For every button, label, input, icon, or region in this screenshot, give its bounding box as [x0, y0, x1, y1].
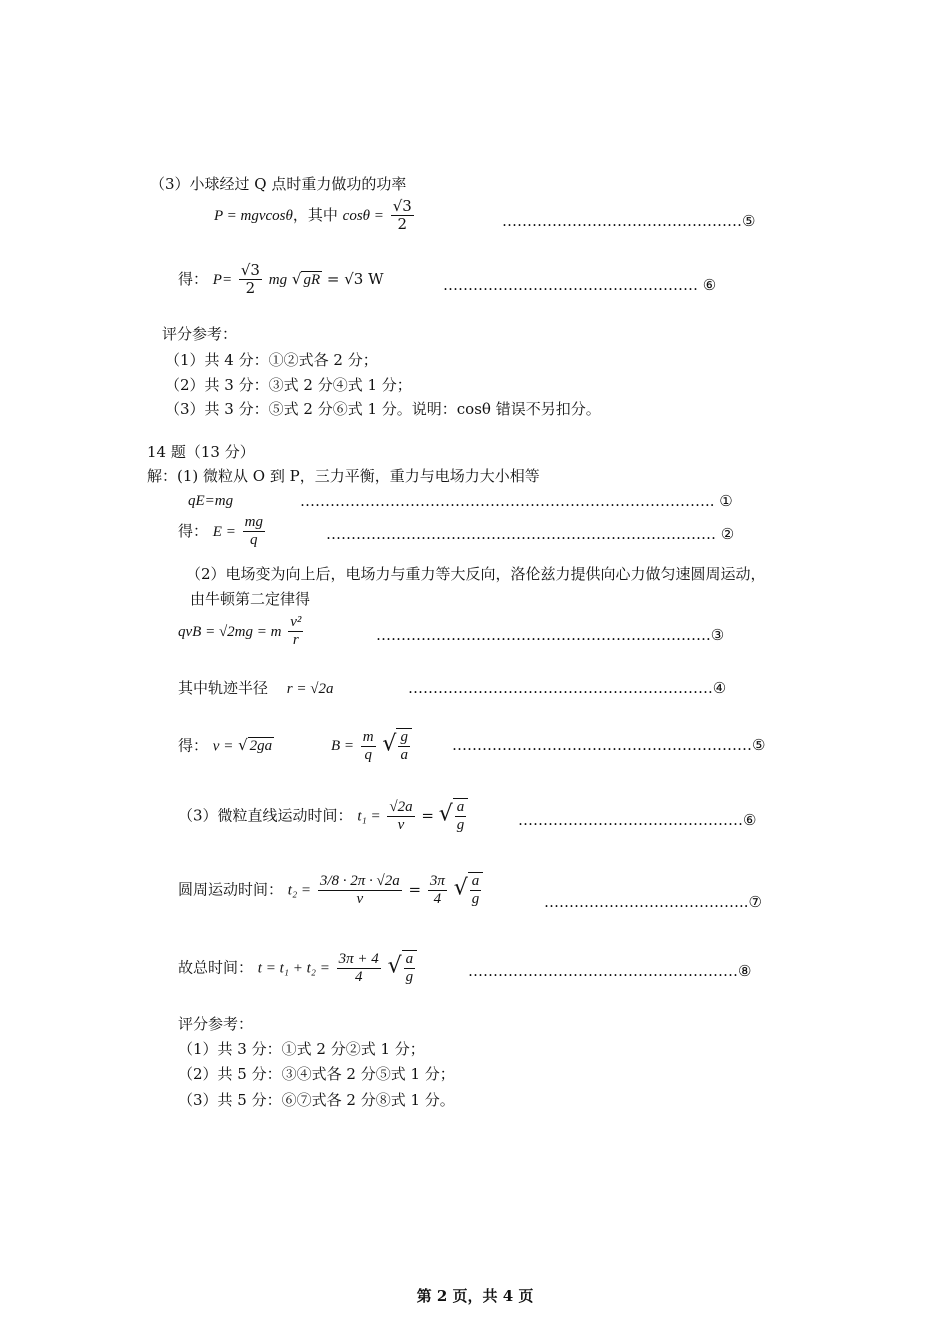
q13-eq5-frac	[391, 198, 414, 234]
q13-eq6-prefix: 得：	[178, 269, 209, 288]
q14-eq2-prefix: 得：	[178, 521, 209, 540]
q13-scoring-line: （1）共 4 分：①②式各 2 分；	[165, 351, 378, 369]
q13-eq6-sqrt: √ gR	[291, 269, 321, 288]
q14-eq7-sqrt-den: g	[471, 891, 480, 908]
q14-eq6-sqrt: √ $\frac{a}{g}$	[439, 798, 469, 835]
q14-part2-line2: 由牛顿第二定律得	[190, 590, 311, 608]
q14-scoring-line: （1）共 3 分：①式 2 分②式 1 分；	[178, 1040, 425, 1058]
q14-eq2-dots: …………………………………………………………………… ②	[326, 525, 735, 543]
q14-eq6-sqrt-den: g	[456, 817, 465, 834]
q13-eq5-num: √3	[392, 197, 412, 215]
q14-header: 14 题（13 分）	[147, 443, 255, 461]
q14-part2-line1: （2）电场变为向上后，电场力与重力等大反向，洛伦兹力提供向心力做匀速圆周运动，	[186, 565, 766, 583]
q14-eq4-prefix: 其中轨迹半径	[178, 679, 269, 697]
q14-eq6-dots: ………………………………………⑥	[518, 811, 757, 829]
q14-eq6-den: v	[397, 816, 405, 833]
q14-eq5-B-sqrt: √ $\frac{g}{a}$	[382, 728, 412, 765]
q14-scoring-line: （3）共 5 分：⑥⑦式各 2 分⑧式 1 分。	[178, 1091, 455, 1109]
q14-scoring-title: 评分参考：	[178, 1015, 254, 1033]
q13-scoring-line: （3）共 3 分：⑤式 2 分⑥式 1 分。说明：cosθ 错误不另扣分。	[165, 400, 601, 418]
q14-eq8-dots: ………………………………………………⑧	[468, 962, 752, 980]
q14-eq8-lhs: t = t₁ + t₂ =	[257, 960, 330, 977]
q13-eq6-num: √3	[240, 261, 260, 279]
q14-eq6-num: √2a	[387, 799, 414, 817]
q13-eq5-den: 2	[397, 215, 408, 234]
q14-eq7-den: v	[356, 890, 364, 907]
q14-eq7-frac	[318, 873, 402, 909]
q14-eq1-dots: ……………………………………………………………………….. ①	[300, 492, 733, 510]
q13-eq6-result: = √3 W	[326, 269, 384, 288]
q14-eq3-den: r	[292, 632, 299, 649]
q13-scoring-line: （2）共 3 分：③式 2 分④式 1 分；	[165, 376, 412, 394]
q14-eq7-sqrt: √ $\frac{a}{g}$	[454, 872, 484, 909]
q14-eq7-dots: …………………………………..⑦	[544, 893, 762, 911]
q14-eq8	[178, 950, 417, 987]
q14-eq7	[178, 872, 483, 909]
q14-eq5-v-sqrt: √ 2ga	[238, 736, 273, 755]
q13-eq5-lhs: P = mgvcosθ	[214, 207, 293, 224]
q14-eq4	[178, 679, 334, 698]
q14-eq8-frac	[337, 951, 381, 987]
q14-eq6-eq: =	[421, 806, 434, 825]
q14-eq4-expr: r = √2a	[286, 681, 334, 697]
q14-eq6-frac	[387, 799, 414, 835]
q13-eq6-den: 2	[245, 279, 256, 298]
q13-eq6-dots: …………………………………………… ⑥	[443, 276, 717, 294]
q14-eq6	[178, 798, 468, 835]
q14-eq5-B-sqrt-den: a	[400, 747, 408, 764]
q14-eq3-frac	[288, 614, 303, 650]
q13-scoring-title: 评分参考：	[162, 325, 238, 343]
q13-eq5-dots: …………………………………………⑤	[502, 212, 756, 230]
q13-part3-intro: （3）小球经过 Q 点时重力做功的功率	[150, 175, 407, 193]
q14-eq3-dots: ………………………………………………………….③	[376, 626, 725, 644]
q13-eq5-mid: ，其中	[292, 205, 338, 224]
q13-eq6	[178, 262, 384, 298]
q14-eq6-sqrt-num: a	[455, 799, 467, 817]
q14-eq5	[178, 728, 412, 765]
q14-eq7-coef	[428, 873, 447, 909]
q14-eq4-dots: …………………………………………………….④	[408, 679, 727, 697]
q14-eq7-num: 3/8 · 2π · √2a	[318, 873, 402, 891]
q14-eq7-c-den: 4	[433, 890, 442, 907]
page-footer: 第 2 页，共 4 页	[416, 1287, 534, 1305]
q14-eq2	[178, 514, 267, 550]
q14-eq7-eq: =	[408, 880, 422, 899]
q14-scoring-line: （2）共 5 分：③④式各 2 分⑤式 1 分；	[178, 1065, 455, 1083]
q14-eq7-sqrt-num: a	[470, 873, 482, 891]
q13-eq5-cos: cosθ =	[342, 207, 384, 224]
q14-eq5-B-frac	[361, 729, 376, 765]
q13-eq6-P: P=	[212, 271, 233, 288]
q14-eq8-prefix: 故总时间：	[178, 958, 254, 977]
q14-eq5-v: v =	[212, 738, 234, 755]
q13-eq6-mg: mg	[268, 271, 288, 288]
q14-eq2-den: q	[250, 532, 258, 549]
q14-eq7-prefix: 圆周运动时间：	[178, 880, 284, 899]
q14-eq5-B-num: m	[361, 729, 376, 747]
q14-eq5-B-den: q	[364, 746, 372, 763]
q14-part3-prefix: （3）微粒直线运动时间：	[178, 806, 353, 825]
q14-eq6-t1: t₁ =	[357, 808, 381, 825]
q14-eq7-t2: t₂ =	[287, 882, 312, 899]
q14-eq5-B: B =	[330, 738, 354, 755]
q14-eq2-num: mg	[243, 514, 265, 532]
q14-eq2-lhs: E =	[212, 523, 236, 540]
q14-eq8-sqrt-num: a	[404, 951, 416, 969]
q14-eq5-B-sqrt-num: g	[398, 729, 410, 747]
q14-eq7-c-num: 3π	[428, 873, 447, 891]
q14-eq5-prefix: 得：	[178, 736, 209, 755]
q14-eq8-sqrt: √ $\frac{a}{g}$	[388, 950, 418, 987]
q14-eq3-num: v²	[288, 614, 303, 632]
q14-eq3	[178, 614, 305, 650]
q14-eq8-sqrt-den: g	[405, 969, 414, 986]
q13-eq5	[214, 198, 416, 234]
q14-eq3-lhs: qvB = √2mg = m	[178, 623, 282, 640]
q14-eq2-frac	[243, 514, 265, 550]
q14-eq1: qE=mg	[188, 493, 234, 509]
q14-eq8-num: 3π + 4	[337, 951, 381, 969]
q13-eq6-frac	[239, 262, 262, 298]
q14-eq5-dots: ……………………………………………………⑤	[452, 736, 766, 754]
q14-part1-intro: 解：(1) 微粒从 O 到 P，三力平衡，重力与电场力大小相等	[147, 467, 540, 485]
q14-eq8-den: 4	[354, 968, 363, 985]
